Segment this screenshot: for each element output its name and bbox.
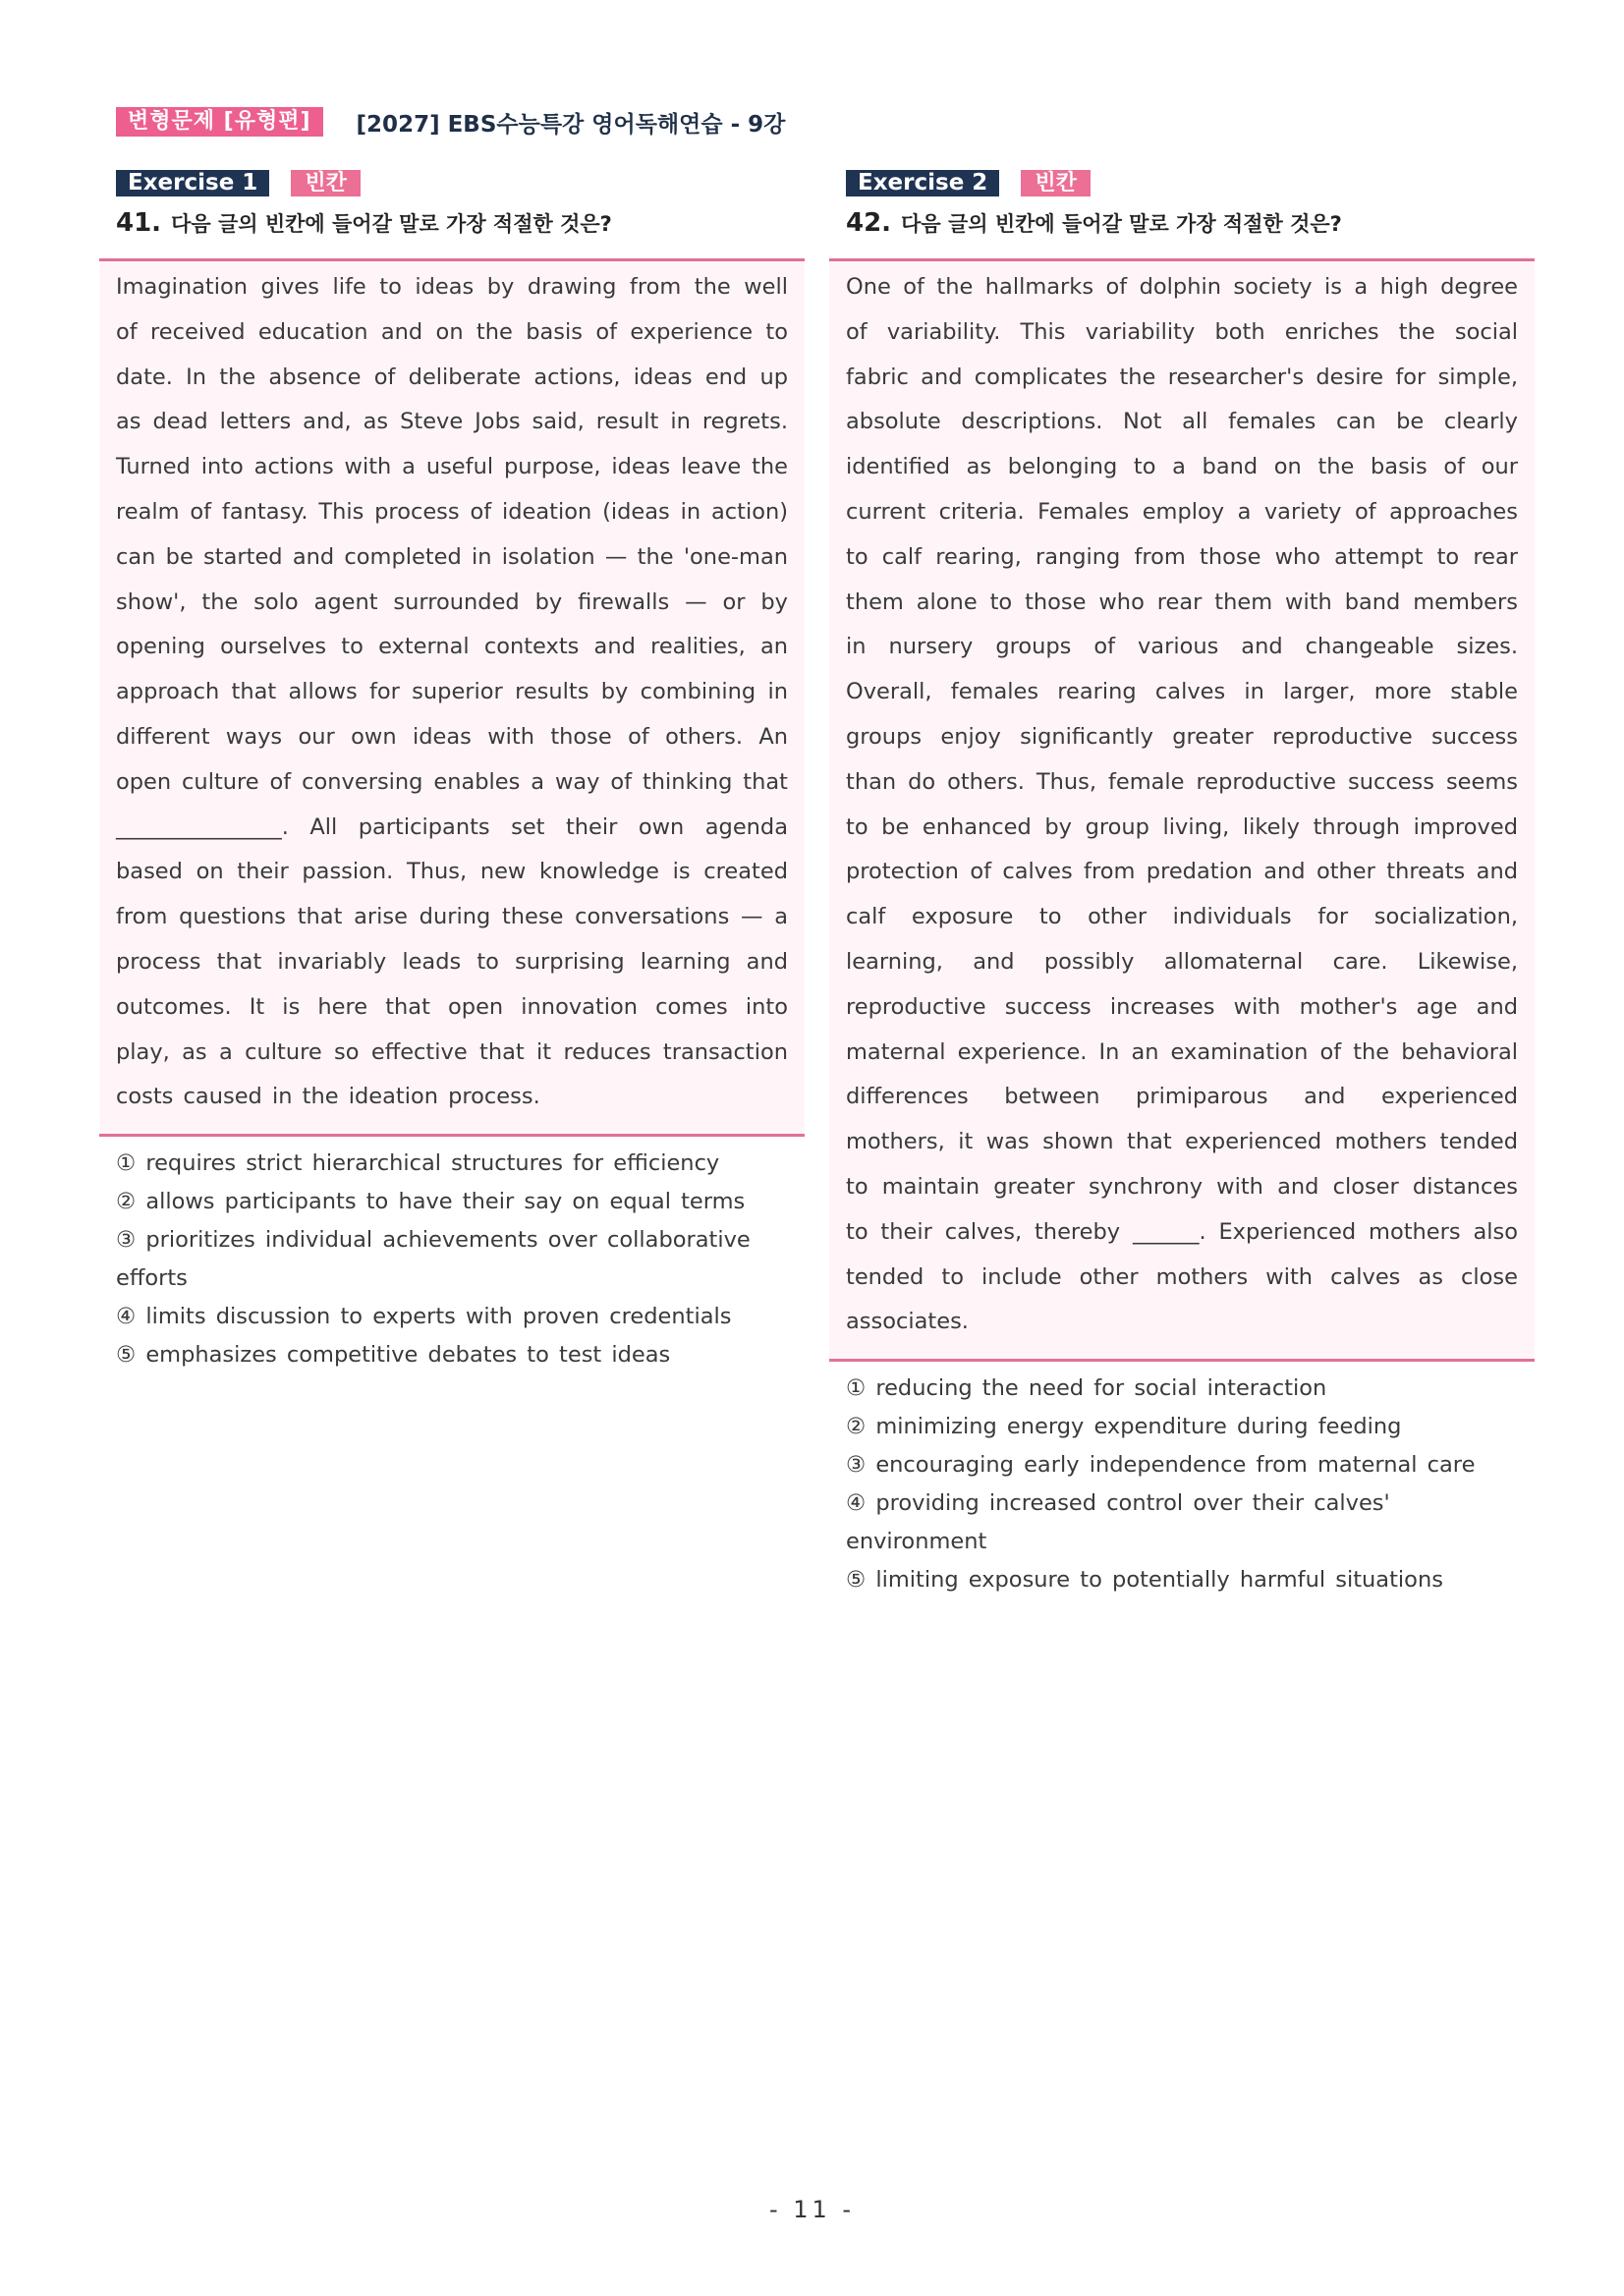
exercise-label: Exercise 2	[846, 170, 999, 196]
exercise-heading	[116, 169, 805, 196]
exercise-type-badge: 빈칸	[1021, 170, 1091, 196]
exercise-type-badge: 빈칸	[291, 170, 361, 196]
answer-choices	[99, 1145, 805, 1374]
category-tag: 변형문제 [유형편]	[116, 107, 323, 137]
exercise-1	[99, 169, 805, 1374]
question-prompt	[846, 206, 1535, 240]
choice-5[interactable]: ⑤ emphasizes competitive debates to test ideas	[116, 1342, 671, 1369]
passage-box: One of the hallmarks of dolphin society is a high degree of variability. This variability both enriches the social fabric and complicates the researcher's desire for simple, absolute descriptions. Not all females can be clearly identified as belonging to a band on the basis of our current criteria. Females employ a variety of approaches to calf rearing, ranging from those who attempt to rear them alone to those who rear them with band members in nursery groups of various and changeable sizes. Overall, females rearing calves in larger, more stable groups enjoy significantly greater reproductive success than do others. Thus, female reproductive success seems to be enhanced by group living, likely through improved protection of calves from predation and other threats and calf exposure to other individuals for socialization, learning, and possibly allomaternal care. Likewise, reproductive success increases with mother's age and maternal experience. In an examination of the behavioral differences between primiparous and experienced mothers, it was shown that experienced mothers tended to maintain greater synchrony with and closer distances to their calves, thereby ______. Experienced mothers also tended to include other mothers with calves as close associates.	[829, 258, 1535, 1362]
choice-1[interactable]: ① reducing the need for social interaction	[846, 1375, 1327, 1402]
question-text: 다음 글의 빈칸에 들어갈 말로 가장 적절한 것은?	[171, 212, 612, 236]
exercise-2	[829, 169, 1535, 1599]
exercise-heading	[846, 169, 1535, 196]
answer-choices	[829, 1370, 1535, 1599]
page-number: - 11 -	[768, 2196, 856, 2223]
choice-1[interactable]: ① requires strict hierarchical structures for efficiency	[116, 1150, 720, 1177]
exercise-label: Exercise 1	[116, 170, 269, 196]
choice-4[interactable]: ④ providing increased control over their calves' environment	[846, 1490, 1390, 1555]
choice-3[interactable]: ③ encouraging early independence from maternal care	[846, 1452, 1476, 1479]
choice-5[interactable]: ⑤ limiting exposure to potentially harmful situations	[846, 1567, 1443, 1594]
choice-2[interactable]: ② allows participants to have their say on equal terms	[116, 1189, 746, 1215]
choice-4[interactable]: ④ limits discussion to experts with proven credentials	[116, 1304, 732, 1330]
question-text: 다음 글의 빈칸에 들어갈 말로 가장 적절한 것은?	[901, 212, 1342, 236]
question-prompt	[116, 206, 805, 240]
question-number: 42.	[846, 208, 892, 238]
choice-2[interactable]: ② minimizing energy expenditure during feeding	[846, 1414, 1402, 1440]
choice-3[interactable]: ③ prioritizes individual achievements over collaborative efforts	[116, 1227, 751, 1292]
passage-box: Imagination gives life to ideas by drawing from the well of received education and on the basis of experience to date. In the absence of deliberate actions, ideas end up as dead letters and, as Steve Jobs said, result in regrets. Turned into actions with a useful purpose, ideas leave the realm of fantasy. This process of ideation (ideas in action) can be started and completed in isolation — the 'one-man show', the solo agent surrounded by firewalls — or by opening ourselves to external contexts and realities, an approach that allows for superior results by combining in different ways our own ideas with those of others. An open culture of conversing enables a way of thinking that _______________. All participants set their own agenda based on their passion. Thus, new knowledge is created from questions that arise during these conversations — a process that invariably leads to surprising learning and outcomes. It is here that open innovation comes into play, as a culture so effective that it reduces transaction costs caused in the ideation process.	[99, 258, 805, 1137]
page-title: [2027] EBS수능특강 영어독해연습 - 9강	[356, 111, 786, 138]
question-number: 41.	[116, 208, 162, 238]
page-header	[116, 106, 785, 138]
